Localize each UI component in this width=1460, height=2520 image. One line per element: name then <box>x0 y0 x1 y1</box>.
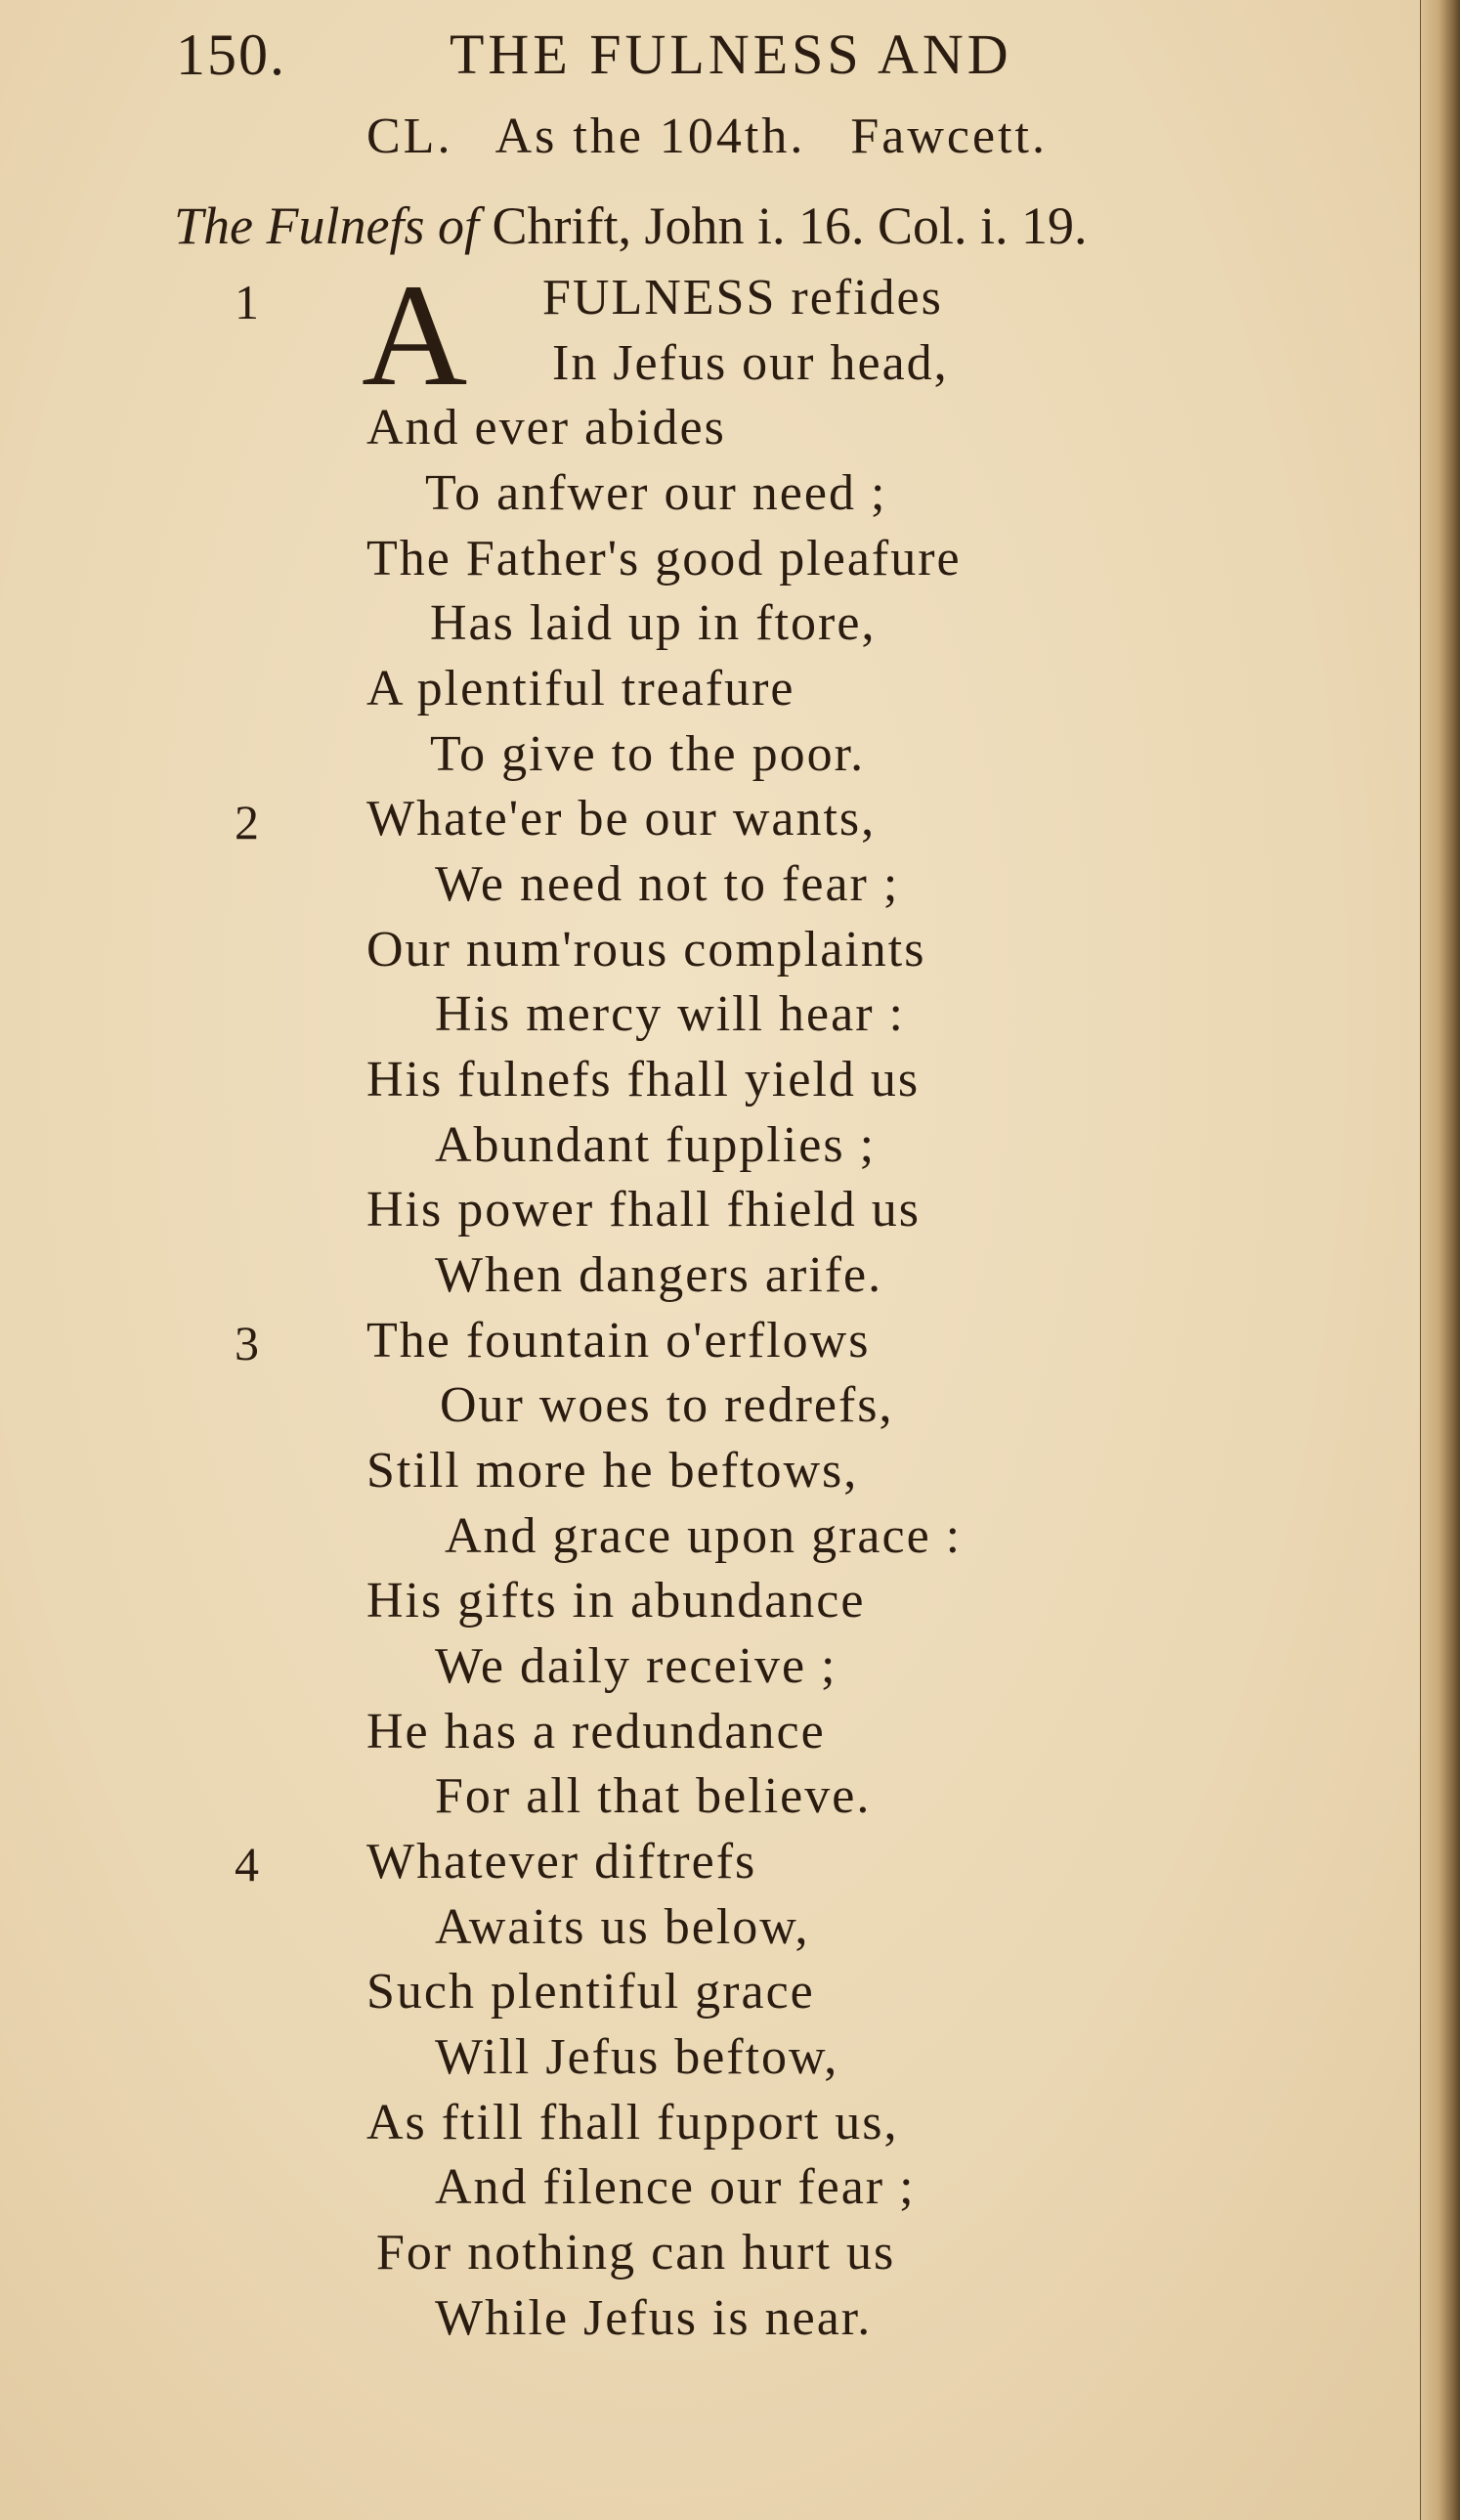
book-spine-edge <box>1421 0 1460 2520</box>
verse-line: And ever abides <box>366 400 726 456</box>
verse-line: To anfwer our need ; <box>425 465 887 521</box>
verse-line: His power fhall fhield us <box>366 1182 922 1238</box>
verse-line: For all that believe. <box>435 1768 872 1824</box>
verse-line: For nothing can hurt us <box>376 2225 896 2281</box>
verse-line: While Jefus is near. <box>435 2290 873 2346</box>
hymn-author: Fawcett. <box>850 109 1048 164</box>
verse-line: Whatever diftrefs <box>366 1834 757 1890</box>
verse-line: Awaits us below, <box>435 1899 810 1955</box>
verse-number: 2 <box>235 795 259 849</box>
verse-line: His gifts in abundance <box>366 1573 866 1629</box>
verse-line: The Father's good pleafure <box>366 531 962 587</box>
verse-line: Our woes to redrefs, <box>440 1377 894 1433</box>
verse-line: Our num'rous complaints <box>366 922 926 978</box>
verse-line: His fulnefs fhall yield us <box>366 1052 921 1108</box>
verse-line: Will Jefus beftow, <box>435 2029 839 2085</box>
verse-line: Abundant fupplies ; <box>435 1117 877 1173</box>
verse-line: The fountain o'erflows <box>366 1313 871 1369</box>
verse-line: We daily receive ; <box>435 1638 837 1694</box>
page-number: 150. <box>176 22 286 87</box>
running-head <box>176 22 1153 90</box>
verse-line: We need not to fear ; <box>435 856 900 912</box>
verse-line: He has a redundance <box>366 1704 826 1760</box>
verse-line: And grace upon grace : <box>445 1508 963 1564</box>
verse-line: And filence our fear ; <box>435 2159 916 2215</box>
verse-number: 4 <box>235 1837 259 1891</box>
verse-line: When dangers arife. <box>435 1247 883 1303</box>
hymn-subject-italic: The Fulnefs of <box>174 196 479 255</box>
verse-line: Has laid up in ftore, <box>430 595 877 651</box>
verse-line: To give to the poor. <box>430 726 866 782</box>
hymn-meter: As the 104th. <box>494 109 806 164</box>
verse-line: FULNESS refides <box>542 270 943 326</box>
drop-cap: A <box>362 254 468 416</box>
verse-line: Still more he beftows, <box>366 1443 859 1499</box>
hymn-subject-reference: Chrift, John i. 16. Col. i. 19. <box>492 196 1088 255</box>
verse-line: Whate'er be our wants, <box>366 791 877 847</box>
hymn-heading <box>366 108 1048 165</box>
verse-line: In Jefus our head, <box>552 335 949 391</box>
verse-line: As ftill fhall fupport us, <box>366 2095 899 2151</box>
hymn-number: CL. <box>366 109 453 164</box>
verse-number: 3 <box>235 1316 259 1370</box>
hymn-subject <box>174 196 1088 256</box>
verse-line: His mercy will hear : <box>435 986 905 1042</box>
running-title: THE FULNESS AND <box>450 22 1012 86</box>
verse-number: 1 <box>235 275 259 329</box>
verse-line: Such plentiful grace <box>366 1964 815 2020</box>
verse-line: A plentiful treafure <box>366 661 795 717</box>
